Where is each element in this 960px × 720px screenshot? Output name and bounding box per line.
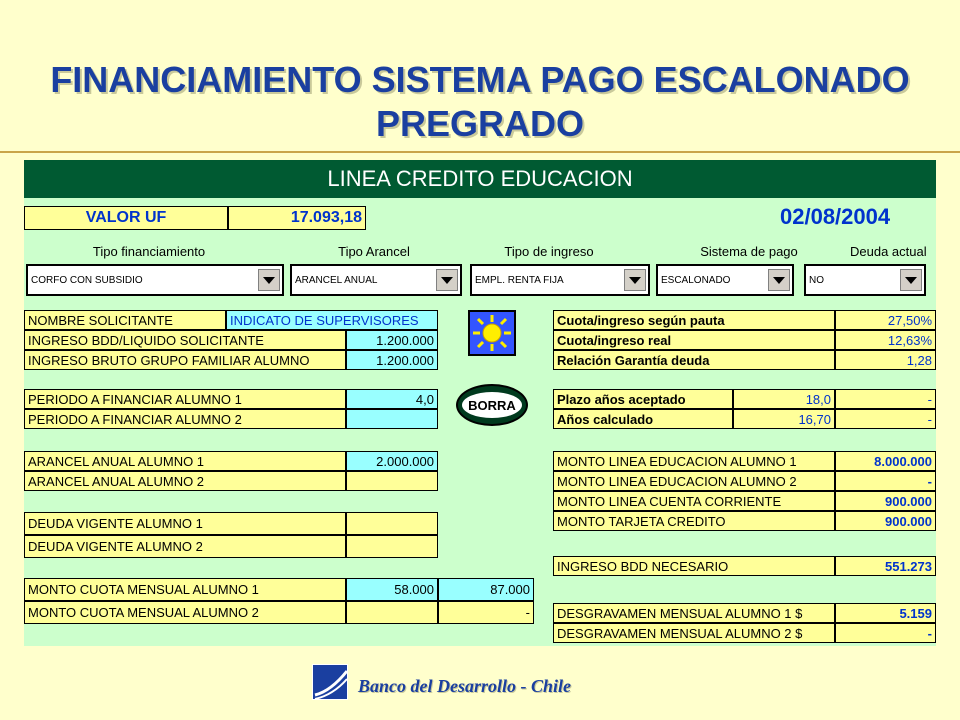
cuota-alumno2-value-b: - bbox=[438, 601, 534, 624]
deuda-actual-select[interactable] bbox=[804, 264, 926, 296]
deuda-alumno1-value[interactable] bbox=[346, 512, 438, 535]
monto-cuenta-corriente-label: MONTO LINEA CUENTA CORRIENTE bbox=[553, 491, 835, 511]
arancel-alumno1-value[interactable]: 2.000.000 bbox=[346, 451, 438, 471]
borra-button[interactable] bbox=[456, 384, 528, 426]
periodo-alumno2-label: PERIODO A FINANCIAR ALUMNO 2 bbox=[24, 409, 346, 429]
cuota-real-value: 12,63% bbox=[835, 330, 936, 350]
spreadsheet-area bbox=[24, 160, 936, 646]
nombre-solicitante-label: NOMBRE SOLICITANTE bbox=[24, 310, 226, 330]
sun-icon-graphic bbox=[470, 312, 514, 354]
header-tipo-ingreso: Tipo de ingreso bbox=[504, 244, 594, 259]
desgravamen1-label: DESGRAVAMEN MENSUAL ALUMNO 1 $ bbox=[553, 603, 835, 623]
header-tipo-financiamiento: Tipo financiamiento bbox=[92, 244, 206, 259]
ingreso-bruto-label: INGRESO BRUTO GRUPO FAMILIAR ALUMNO bbox=[24, 350, 346, 370]
anos-calculado-label: Años calculado bbox=[553, 409, 733, 429]
monto-educacion1-value: 8.000.000 bbox=[835, 451, 936, 471]
cuota-alumno1-value-a: 58.000 bbox=[346, 578, 438, 601]
plazo-aceptado-value: 18,0 bbox=[733, 389, 835, 409]
ingreso-necesario-label: INGRESO BDD NECESARIO bbox=[553, 556, 835, 576]
valor-uf-value[interactable]: 17.093,18 bbox=[228, 206, 366, 230]
page-title-line2: PREGRADO bbox=[375, 103, 585, 144]
desgravamen2-value: - bbox=[835, 623, 936, 643]
ingreso-necesario-value: 551.273 bbox=[835, 556, 936, 576]
anos-calculado-value: 16,70 bbox=[733, 409, 835, 429]
header-deuda-actual: Deuda actual bbox=[850, 244, 927, 259]
sistema-pago-select[interactable] bbox=[656, 264, 794, 296]
borra-button-label: BORRA bbox=[462, 392, 522, 418]
title-divider bbox=[0, 151, 960, 153]
ingreso-bdd-value[interactable]: 1.200.000 bbox=[346, 330, 438, 350]
header-tipo-arancel: Tipo Arancel bbox=[338, 244, 410, 259]
cuota-alumno1-label: MONTO CUOTA MENSUAL ALUMNO 1 bbox=[24, 578, 346, 601]
ingreso-bdd-label: INGRESO BDD/LIQUIDO SOLICITANTE bbox=[24, 330, 346, 350]
arancel-alumno2-value[interactable] bbox=[346, 471, 438, 491]
monto-cuenta-corriente-value: 900.000 bbox=[835, 491, 936, 511]
arancel-alumno1-label: ARANCEL ANUAL ALUMNO 1 bbox=[24, 451, 346, 471]
sun-icon[interactable] bbox=[468, 310, 516, 356]
chevron-down-icon[interactable] bbox=[436, 269, 458, 291]
cuota-pauta-value: 27,50% bbox=[835, 310, 936, 330]
relacion-garantia-value: 1,28 bbox=[835, 350, 936, 370]
bank-logo-icon bbox=[312, 664, 348, 700]
monto-educacion2-label: MONTO LINEA EDUCACION ALUMNO 2 bbox=[553, 471, 835, 491]
tipo-arancel-select[interactable] bbox=[290, 264, 462, 296]
plazo-aceptado-extra: - bbox=[835, 389, 936, 409]
cuota-alumno1-value-b: 87.000 bbox=[438, 578, 534, 601]
tipo-financiamiento-value: CORFO CON SUBSIDIO bbox=[31, 274, 143, 286]
arancel-alumno2-label: ARANCEL ANUAL ALUMNO 2 bbox=[24, 471, 346, 491]
chevron-down-icon[interactable] bbox=[624, 269, 646, 291]
bank-logo-graphic bbox=[313, 665, 349, 701]
sheet-banner: LINEA CREDITO EDUCACION bbox=[24, 160, 936, 198]
desgravamen1-value: 5.159 bbox=[835, 603, 936, 623]
periodo-alumno2-value[interactable] bbox=[346, 409, 438, 429]
cuota-alumno2-value-a bbox=[346, 601, 438, 624]
chevron-down-icon[interactable] bbox=[258, 269, 280, 291]
cuota-alumno2-label: MONTO CUOTA MENSUAL ALUMNO 2 bbox=[24, 601, 346, 624]
monto-tarjeta-credito-value: 900.000 bbox=[835, 511, 936, 531]
chevron-down-icon[interactable] bbox=[768, 269, 790, 291]
monto-educacion1-label: MONTO LINEA EDUCACION ALUMNO 1 bbox=[553, 451, 835, 471]
tipo-financiamiento-select[interactable] bbox=[26, 264, 284, 296]
header-sistema-pago: Sistema de pago bbox=[700, 244, 798, 259]
deuda-alumno2-label: DEUDA VIGENTE ALUMNO 2 bbox=[24, 535, 346, 558]
tipo-ingreso-select[interactable] bbox=[470, 264, 650, 296]
ingreso-bruto-value[interactable]: 1.200.000 bbox=[346, 350, 438, 370]
page-title-line1: FINANCIAMIENTO SISTEMA PAGO ESCALONADO bbox=[50, 59, 910, 100]
tipo-arancel-value: ARANCEL ANUAL bbox=[295, 274, 378, 286]
valor-uf-label: VALOR UF bbox=[24, 206, 228, 230]
cuota-real-label: Cuota/ingreso real bbox=[553, 330, 835, 350]
periodo-alumno1-value[interactable]: 4,0 bbox=[346, 389, 438, 409]
monto-educacion2-value: - bbox=[835, 471, 936, 491]
monto-tarjeta-credito-label: MONTO TARJETA CREDITO bbox=[553, 511, 835, 531]
relacion-garantia-label: Relación Garantía deuda bbox=[553, 350, 835, 370]
deuda-alumno2-value[interactable] bbox=[346, 535, 438, 558]
periodo-alumno1-label: PERIODO A FINANCIAR ALUMNO 1 bbox=[24, 389, 346, 409]
footer-bank-name: Banco del Desarrollo - Chile bbox=[358, 676, 572, 696]
nombre-solicitante-value[interactable]: INDICATO DE SUPERVISORES bbox=[226, 310, 438, 330]
chevron-down-icon[interactable] bbox=[900, 269, 922, 291]
anos-calculado-extra: - bbox=[835, 409, 936, 429]
cuota-pauta-label: Cuota/ingreso según pauta bbox=[553, 310, 835, 330]
sistema-pago-value: ESCALONADO bbox=[661, 274, 731, 286]
deuda-actual-value: NO bbox=[809, 274, 824, 286]
current-date: 02/08/2004 bbox=[780, 204, 891, 229]
tipo-ingreso-value: EMPL. RENTA FIJA bbox=[475, 274, 564, 286]
desgravamen2-label: DESGRAVAMEN MENSUAL ALUMNO 2 $ bbox=[553, 623, 835, 643]
deuda-alumno1-label: DEUDA VIGENTE ALUMNO 1 bbox=[24, 512, 346, 535]
plazo-aceptado-label: Plazo años aceptado bbox=[553, 389, 733, 409]
